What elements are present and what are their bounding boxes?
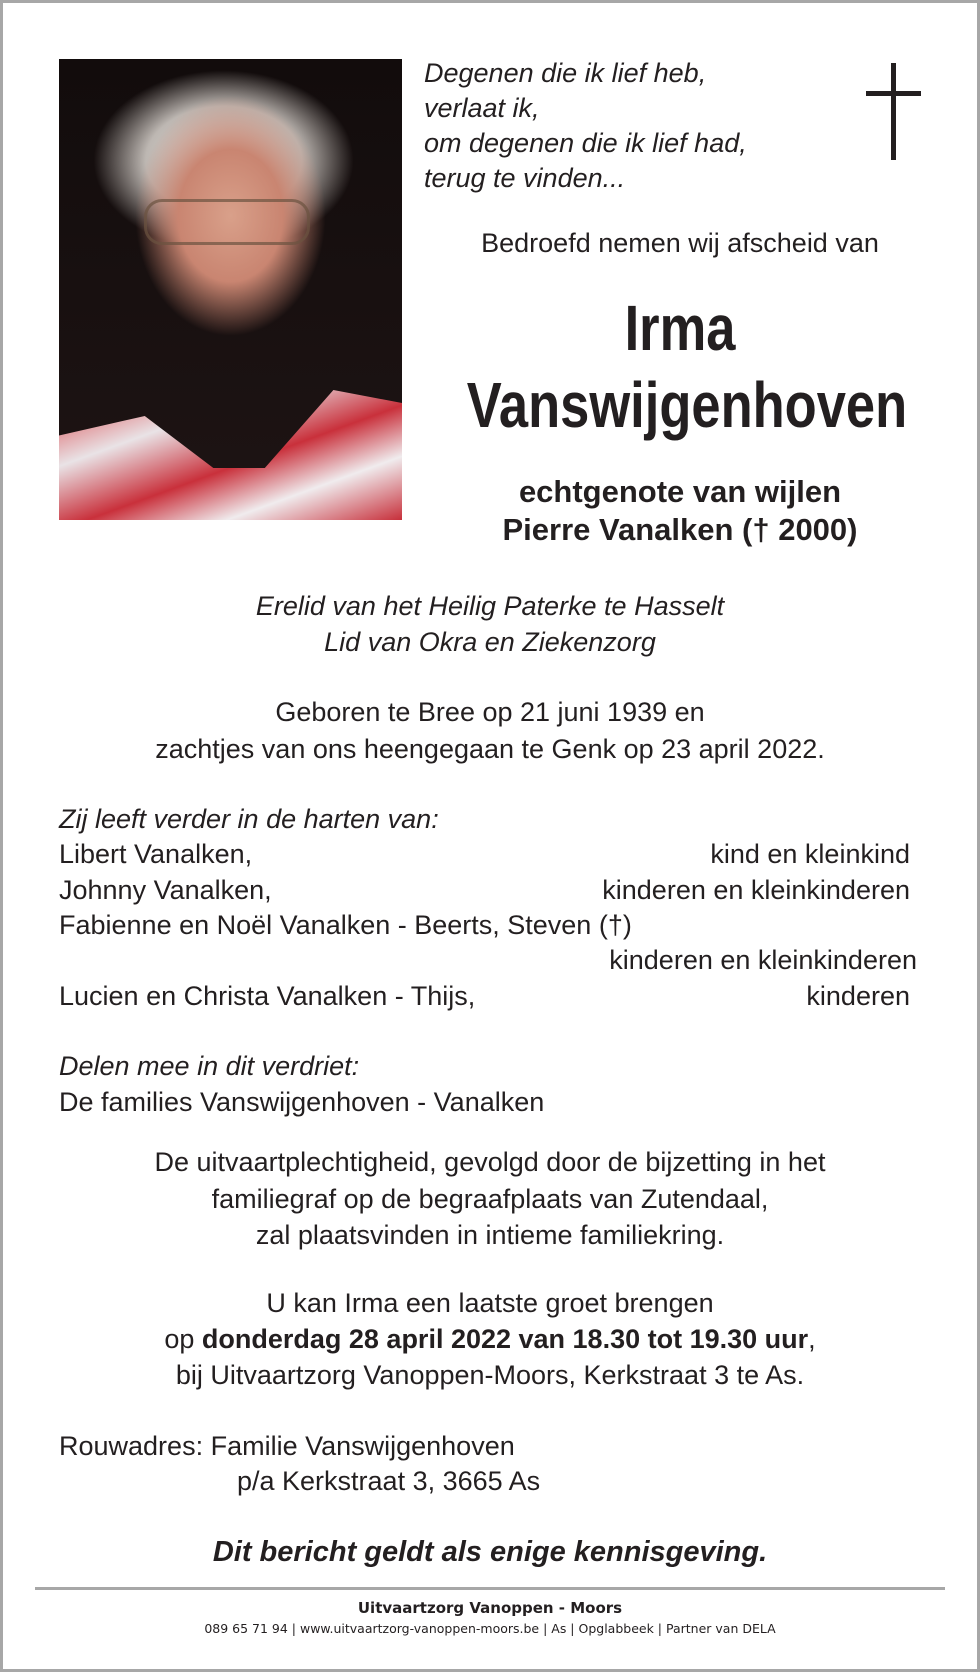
visit-line xyxy=(0,1323,980,1355)
spouse-line: echtgenote van wijlen xyxy=(518,474,842,509)
survivor-relation: kinderen en kleinkinderen xyxy=(609,945,917,975)
share-text: De families Vanswijgenhoven - Vanalken xyxy=(59,1087,545,1117)
spouse-name: Pierre Vanalken († 2000) xyxy=(502,512,858,547)
visit-line: U kan Irma een laatste groet brengen xyxy=(266,1288,714,1318)
intro-text: Bedroefd nemen wij afscheid van xyxy=(481,228,879,258)
survivor-name: Johnny Vanalken, xyxy=(59,875,272,905)
ceremony-line: zal plaatsvinden in intieme familiekring. xyxy=(255,1220,725,1250)
last-name: Vanswijgenhoven xyxy=(466,369,908,441)
portrait-photo xyxy=(59,59,402,520)
first-name: Irma xyxy=(624,292,736,364)
survivor-relation: kinderen xyxy=(806,981,910,1011)
visit-datetime: donderdag 28 april 2022 van 18.30 tot 19.30 uur xyxy=(201,1324,809,1354)
poem-line: terug te vinden... xyxy=(424,163,626,193)
share-heading: Delen mee in dit verdriet: xyxy=(59,1051,360,1081)
visit-line: bij Uitvaartzorg Vanoppen-Moors, Kerkstraat 3 te As. xyxy=(175,1360,805,1390)
membership-line: Lid van Okra en Ziekenzorg xyxy=(324,627,656,657)
ceremony-line: familiegraf op de begraafplaats van Zutendaal, xyxy=(211,1184,769,1214)
visit-post: , xyxy=(808,1324,816,1354)
ceremony-line: De uitvaartplechtigheid, gevolgd door de bijzetting in het xyxy=(154,1147,826,1177)
address-line: Rouwadres: Familie Vanswijgenhoven xyxy=(59,1431,515,1461)
cross-icon xyxy=(866,63,921,160)
poem-line: Degenen die ik lief heb, xyxy=(424,58,707,88)
footer-divider xyxy=(35,1587,945,1590)
photo-clothing xyxy=(59,390,402,520)
photo-glasses xyxy=(144,199,310,245)
address-line: p/a Kerkstraat 3, 3665 As xyxy=(237,1466,541,1496)
survivor-relation: kind en kleinkind xyxy=(710,839,910,869)
life-line: Geboren te Bree op 21 juni 1939 en xyxy=(275,697,705,727)
poem-line: verlaat ik, xyxy=(424,93,540,123)
survivor-name: Lucien en Christa Vanalken - Thijs, xyxy=(59,981,476,1011)
footer-details: 089 65 71 94 | www.uitvaartzorg-vanoppen-moors.be | As | Opglabbeek | Partner van DELA xyxy=(204,1621,776,1636)
poem-line: om degenen die ik lief had, xyxy=(424,128,747,158)
survivors-heading: Zij leeft verder in de harten van: xyxy=(59,804,439,834)
survivor-name: Libert Vanalken, xyxy=(59,839,253,869)
visit-pre: op xyxy=(164,1324,202,1354)
survivor-name: Fabienne en Noël Vanalken - Beerts, Steven (†) xyxy=(59,910,632,940)
footer-company: Uitvaartzorg Vanoppen - Moors xyxy=(357,1599,623,1617)
survivor-relation: kinderen en kleinkinderen xyxy=(602,875,910,905)
notice-text: Dit bericht geldt als enige kennisgeving. xyxy=(212,1536,768,1568)
membership-line: Erelid van het Heilig Paterke te Hasselt xyxy=(255,591,725,621)
life-line: zachtjes van ons heengegaan te Genk op 23 april 2022. xyxy=(155,734,825,764)
